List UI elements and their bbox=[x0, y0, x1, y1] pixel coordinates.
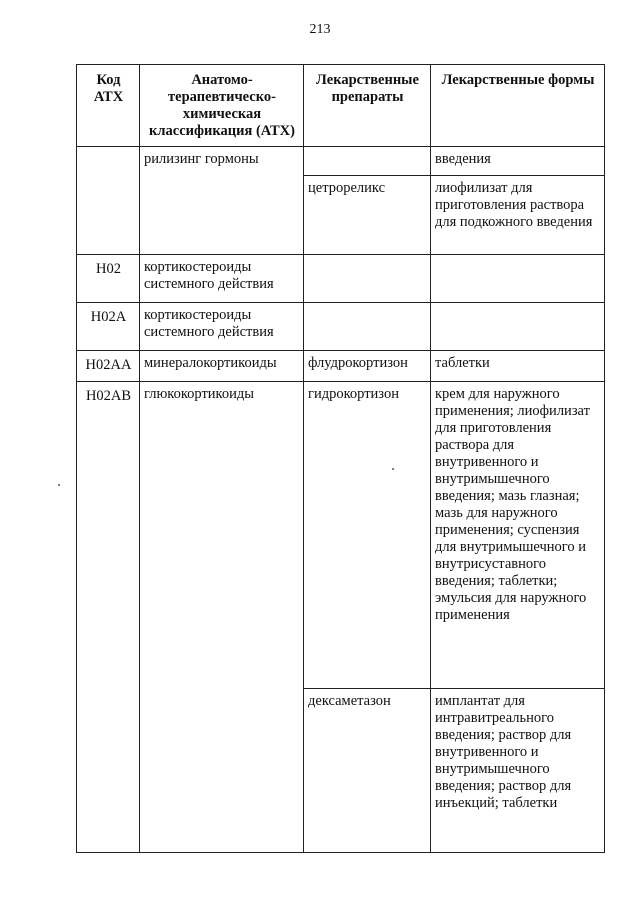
header-forms: Лекарственные формы bbox=[431, 65, 605, 147]
row-form: введения bbox=[431, 147, 605, 176]
row-form: имплантат для интравитреального введения; раствор для внутривенного и внутримышечного введения; раствор для инъекций; таблетки bbox=[431, 689, 605, 853]
row-drug: флудрокортизон bbox=[304, 351, 431, 382]
header-classification: Анатомо-терапевтическо-химическая классификация (АТХ) bbox=[140, 65, 304, 147]
page-number: 213 bbox=[309, 22, 331, 37]
table-header-row bbox=[77, 65, 605, 147]
row-drug: гидрокортизон bbox=[304, 382, 431, 689]
row-drug bbox=[304, 255, 431, 303]
header-code: Код АТХ bbox=[77, 65, 140, 147]
table-row bbox=[77, 147, 605, 176]
row-form: крем для наружного применения; лиофилизат для приготовления раствора для внутривенного и внутримышечного введения; мазь глазная; мазь для наружного применения; суспензия для внутримышечного и внутрисуставного введения; таблетки; эмульсия для наружного применения bbox=[431, 382, 605, 689]
row-code: H02A bbox=[77, 303, 140, 351]
row-code: H02 bbox=[77, 255, 140, 303]
atx-table bbox=[76, 64, 605, 853]
row-classification: рилизинг гормоны bbox=[140, 147, 304, 255]
row-classification: кортикостероиды системного действия bbox=[140, 255, 304, 303]
row-classification: глюкокортикоиды bbox=[140, 382, 304, 853]
scan-speck bbox=[58, 484, 60, 486]
table-row bbox=[77, 351, 605, 382]
row-drug: дексаметазон bbox=[304, 689, 431, 853]
row-code: H02AB bbox=[77, 382, 140, 853]
row-drug bbox=[304, 147, 431, 176]
row-form bbox=[431, 303, 605, 351]
table-row bbox=[77, 303, 605, 351]
row-drug bbox=[304, 303, 431, 351]
table-row bbox=[77, 255, 605, 303]
header-drugs: Лекарственные препараты bbox=[304, 65, 431, 147]
row-form: лиофилизат для приготовления раствора для подкожного введения bbox=[431, 176, 605, 255]
row-classification: кортикостероиды системного действия bbox=[140, 303, 304, 351]
row-form: таблетки bbox=[431, 351, 605, 382]
row-code: H02AA bbox=[77, 351, 140, 382]
row-form bbox=[431, 255, 605, 303]
row-classification: минералокортикоиды bbox=[140, 351, 304, 382]
scan-speck bbox=[392, 468, 394, 470]
row-drug: цетрореликс bbox=[304, 176, 431, 255]
row-code bbox=[77, 147, 140, 255]
table-row bbox=[77, 382, 605, 689]
